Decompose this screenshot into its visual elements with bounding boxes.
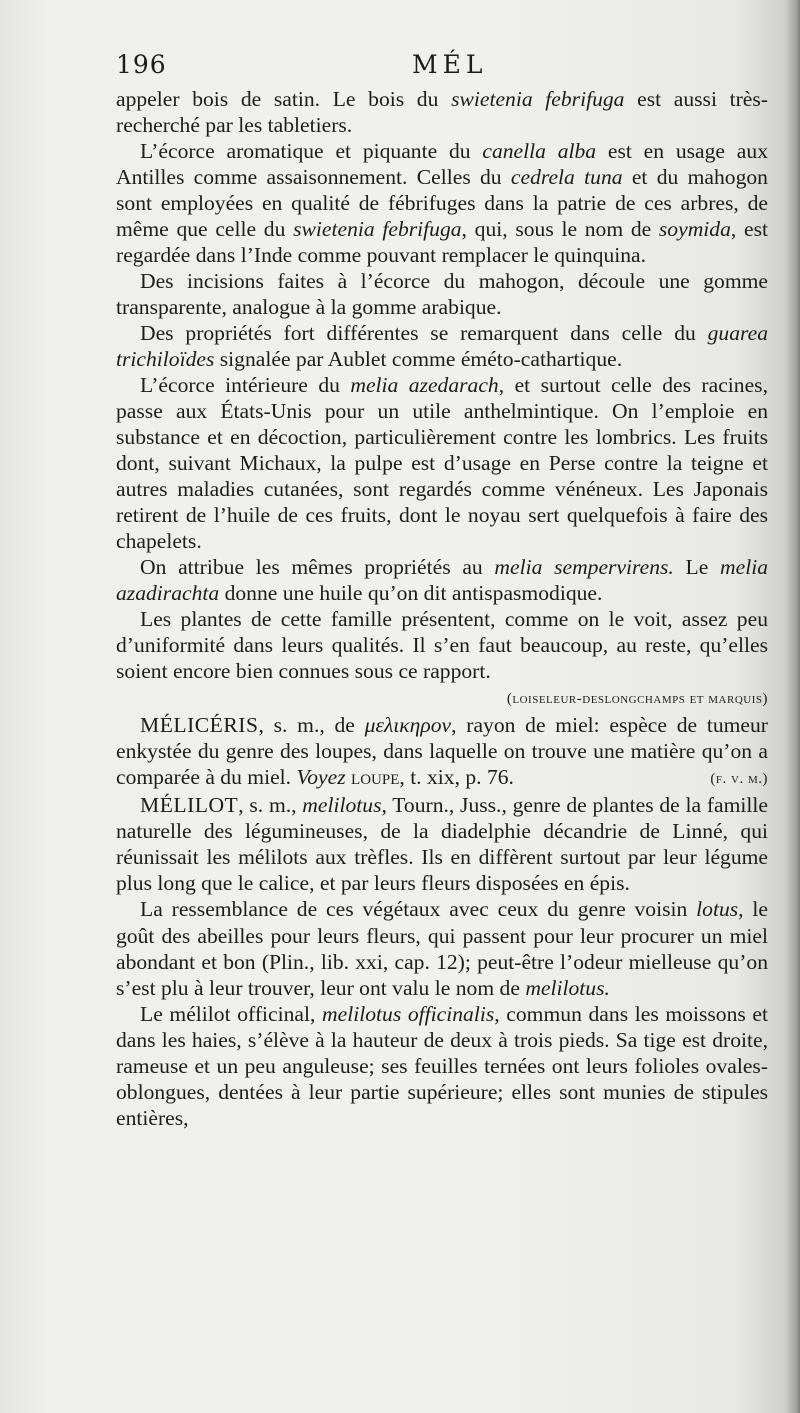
paragraph: L’écorce aromatique et piquante du canella alba est en usage aux Antilles comme assaisonnement. Celles du cedrela tuna et du mahogon sont employées en qualité de fébrifuges dans la patrie de ces arbres, de même que celle du swietenia febrifuga, qui, sous le nom de soymida, est regardée dans l’Inde comme pouvant remplacer le quinquina. bbox=[116, 139, 768, 268]
greek-etymology: μελικηρον bbox=[364, 713, 452, 738]
running-head: MÉL bbox=[412, 50, 488, 79]
cross-reference-target: loupe bbox=[351, 765, 400, 790]
paragraph: L’écorce intérieure du melia azedarach, et surtout celle des racines, passe aux États-Unis pour un utile anthelmintique. On l’emploie en substance et en décoction, particulièrement contre les lombrics. Les fruits dont, suivant Michaux, la pulpe est d’usage en Perse contre la teigne et autres maladies cutanées, sont regardés comme vénéneux. Les Japonais retirent de l’huile de ces fruits, dont le noyau sert quelquefois à faire des chapelets. bbox=[116, 373, 768, 554]
cross-reference: Voyez bbox=[296, 765, 346, 790]
dictionary-entry-meliceris: MÉLICÉRIS, s. m., de μελικηρον, rayon de miel: espèce de tumeur enkystée du genre des loupes, dans laquelle on trouve une matière qu’on a comparée à du miel. Voyez loupe, t. xix, p. 76. (f. v. m.) bbox=[116, 712, 768, 792]
paragraph: Des incisions faites à l’écorce du mahogon, découle une gomme transparente, analogue à la gomme arabique. bbox=[116, 269, 768, 320]
author-signature: (f. v. m.) bbox=[710, 771, 768, 788]
author-byline: (loiseleur-deslongchamps et marquis) bbox=[506, 691, 768, 708]
page-number: 196 bbox=[116, 50, 167, 79]
paragraph: appeler bois de satin. Le bois du swietenia febrifuga est aussi très-recherché par les tabletiers. bbox=[116, 87, 768, 138]
headword: MÉLICÉRIS bbox=[140, 713, 259, 738]
paragraph: Le mélilot officinal, melilotus officinalis, commun dans les moissons et dans les haies, s’élève à la hauteur de deux à trois pieds. Sa tige est droite, rameuse et un peu anguleuse; ses feuilles ternées ont leurs folioles ovales-oblongues, dentées à leur partie supérieure; elles sont munies de stipules entières, bbox=[116, 1001, 768, 1130]
paragraph: Des propriétés fort différentes se remarquent dans celle du guarea trichiloïdes signalée par Aublet comme éméto-cathartique. bbox=[116, 321, 768, 372]
paragraph: On attribue les mêmes propriétés au melia sempervirens. Le melia azadirachta donne une huile qu’on dit antispasmodique. bbox=[116, 555, 769, 606]
page-header bbox=[116, 50, 768, 84]
paragraph: Les plantes de cette famille présentent, comme on le voit, assez peu d’uniformité dans leurs qualités. Il s’en faut beaucoup, au reste, qu’elles soient encore bien connues sous ce rapport. (loiseleur-deslongchamps et marquis) bbox=[116, 606, 768, 712]
dictionary-entry-melilot: MÉLILOT, s. m., melilotus, Tourn., Juss., genre de plantes de la famille naturelle des légumineuses, de la diadelphie décandrie de Linné, qui réunissait les mélilots aux trèfles. Ils en diffèrent surtout par leur légume plus long que le calice, et par leurs fleurs disposées en épis. bbox=[116, 793, 768, 896]
page-text bbox=[116, 86, 768, 1131]
book-spine-shadow bbox=[786, 0, 800, 1413]
headword: MÉLILOT bbox=[140, 793, 239, 818]
paragraph: La ressemblance de ces végétaux avec ceux du genre voisin lotus, le goût des abeilles pour leurs fleurs, qui passent pour leur procurer un miel abondant et bon (Plin., lib. xxi, cap. 12); peut-être l’odeur mielleuse qu’on s’est plu à leur trouver, leur ont valu le nom de melilotus. bbox=[116, 897, 768, 1000]
